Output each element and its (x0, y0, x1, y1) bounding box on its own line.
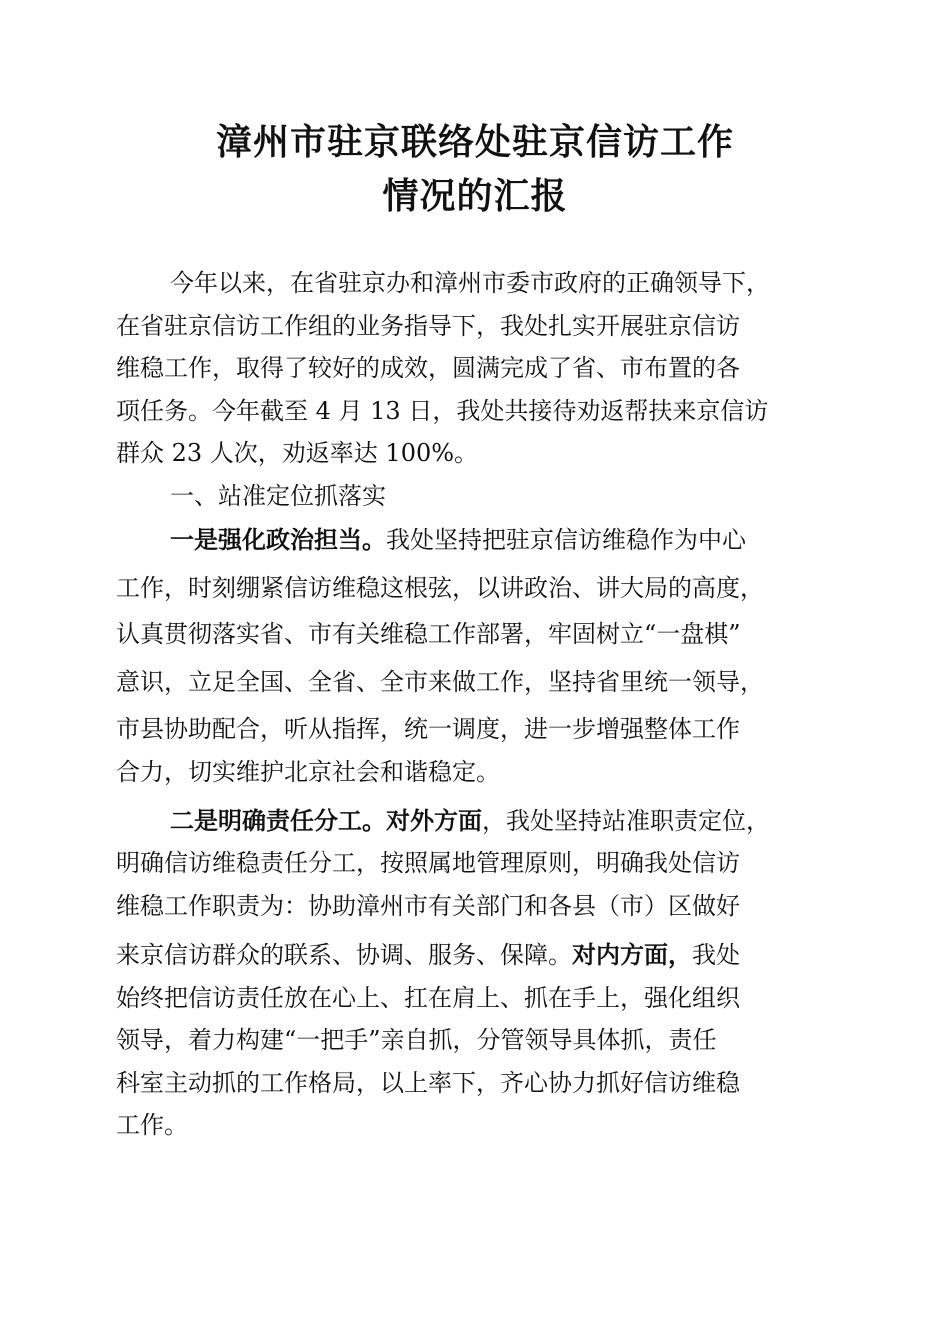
document-title-line-2: 情况的汇报 (382, 175, 568, 217)
text-line (170, 525, 746, 555)
text-segment: 一、站准定位抓落实 (170, 482, 386, 510)
text-segment: 我处坚持把驻京信访维稳作为中心 (386, 526, 746, 554)
text-segment: 认真贯彻落实省、市有关维稳工作部署，牢固树立“一盘棋” (116, 620, 741, 648)
text-segment: 工作，时刻绷紧信访维稳这根弦，以讲政治、讲大局的高度， (116, 574, 764, 602)
text-line (116, 619, 741, 649)
text-segment: 明确信访维稳责任分工，按照属地管理原则，明确我处信访 (116, 849, 740, 877)
text-line (116, 983, 740, 1013)
document-title-line-1: 漳州市驻京联络处驻京信访工作 (215, 121, 734, 163)
text-line (116, 848, 740, 878)
bold-text-segment: 对内方面， (572, 941, 692, 969)
text-line (116, 940, 740, 970)
text-segment: 领导，着力构建“一把手”亲自抓，分管领导具体抓，责任 (116, 1026, 717, 1054)
text-segment: 在省驻京信访工作组的业务指导下，我处扎实开展驻京信访 (116, 312, 740, 340)
text-line (116, 891, 740, 921)
text-line (116, 1025, 717, 1055)
text-segment: 群众 23 人次，劝返率达 100%。 (116, 439, 479, 467)
text-segment: ，我处坚持站准职责定位， (482, 807, 770, 835)
text-line (170, 481, 386, 511)
text-line (116, 396, 768, 426)
text-segment: 我处 (692, 941, 740, 969)
text-line (116, 353, 740, 383)
text-segment: 市县协助配合，听从指挥，统一调度，进一步增强整体工作 (116, 715, 740, 743)
text-segment: 合力，切实维护北京社会和谐稳定。 (116, 758, 500, 786)
text-line (116, 1110, 188, 1140)
text-segment: 始终把信访责任放在心上、扛在肩上、抓在手上，强化组织 (116, 984, 740, 1012)
bold-text-segment: 二是明确责任分工。对外方面 (170, 807, 482, 835)
text-line (116, 667, 764, 697)
text-line (170, 806, 770, 836)
text-segment: 科室主动抓的工作格局，以上率下，齐心协力抓好信访维稳 (116, 1069, 740, 1097)
text-segment: 今年以来，在省驻京办和漳州市委市政府的正确领导下， (170, 269, 770, 297)
text-segment: 来京信访群众的联系、协调、服务、保障。 (116, 941, 572, 969)
text-segment: 维稳工作职责为：协助漳州市有关部门和各县（市）区做好 (116, 892, 740, 920)
text-line (116, 1068, 740, 1098)
text-line (170, 268, 770, 298)
text-segment: 维稳工作，取得了较好的成效，圆满完成了省、市布置的各 (116, 354, 740, 382)
text-line (116, 311, 740, 341)
text-line (116, 714, 740, 744)
bold-text-segment: 一是强化政治担当。 (170, 526, 386, 554)
text-segment: 意识，立足全国、全省、全市来做工作，坚持省里统一领导， (116, 668, 764, 696)
text-line (116, 757, 500, 787)
text-segment: 项任务。今年截至 4 月 13 日，我处共接待劝返帮扶来京信访 (116, 397, 769, 425)
text-line (116, 438, 478, 468)
text-segment: 工作。 (116, 1111, 188, 1139)
text-line (116, 573, 764, 603)
